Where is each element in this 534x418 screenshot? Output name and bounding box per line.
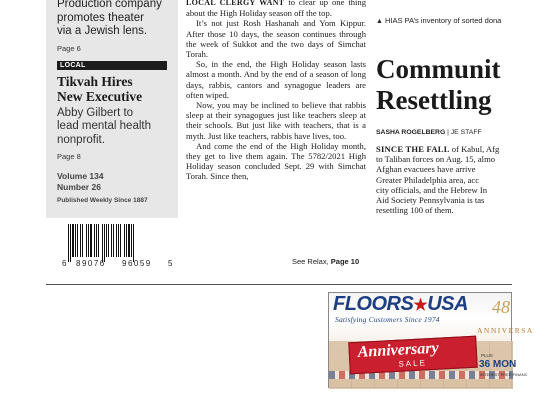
published-weekly-note: Published Weekly Since 1887	[57, 197, 148, 204]
star-icon: ★	[413, 297, 428, 314]
sidebar-teaser-text	[57, 0, 178, 39]
byline-author: SASHA ROGELBERG	[376, 129, 446, 136]
middle-article-body	[186, 0, 366, 182]
ad-brand-logo	[333, 293, 468, 316]
article-paragraph	[186, 0, 366, 18]
article-headline-line: Communit	[376, 54, 501, 84]
article-line: Greater Philadelphia area, acc	[376, 174, 480, 185]
ad-brand-right: USA	[427, 293, 468, 315]
sidebar-subhead-line: Abby Gilbert to	[57, 106, 134, 119]
barcode-bars	[68, 224, 166, 257]
ad-tagline: Satisfying Customers Since 1974	[335, 315, 440, 324]
article-lead-caps: SINCE THE FALL	[376, 144, 450, 154]
sidebar-headline[interactable]	[57, 74, 178, 104]
barcode-right-digit: 5	[168, 259, 173, 268]
right-article-body	[376, 144, 512, 215]
sidebar-subhead	[57, 107, 178, 148]
barcode-group-2: 96059	[122, 259, 152, 268]
article-paragraph: So, in the end, the High Holiday season lasts almost a month. And by the end of a season of long days, rabbis, cantors and synagogue leaders are often wiped.	[186, 59, 366, 100]
sidebar-teaser-line: via a Jewish lens.	[57, 25, 148, 37]
sidebar-headline-line: Tikvah Hires	[57, 73, 133, 89]
sidebar	[46, 0, 178, 218]
ad-sale-subtitle: SALE	[398, 358, 428, 369]
barcode-group-1: 89076	[76, 259, 106, 268]
sidebar-headline-line: New Executive	[57, 88, 143, 104]
sidebar-teaser-line: Production company	[57, 0, 162, 10]
section-divider	[46, 284, 512, 285]
sidebar-subhead-line: nonprofit.	[57, 133, 105, 146]
sidebar-teaser-line: promotes theater	[57, 11, 144, 24]
ad-anniversary-number: 48	[492, 297, 510, 317]
caption-triangle-icon: ▲	[376, 18, 383, 25]
article-line: Afghan evacuees have arrive	[376, 164, 476, 175]
ad-sale-banner	[348, 336, 477, 375]
article-paragraph: And come the end of the High Holiday month, they get to live them again. The 5782/2021 High Holiday season concluded Sept. 29 with Simchat Torah. Since then,	[186, 140, 366, 182]
volume-info	[57, 171, 178, 193]
article-lead-caps: LOCAL CLERGY WANT	[186, 0, 285, 7]
section-tag-local: LOCAL	[57, 61, 167, 70]
ad-plus-label: PLUS	[481, 353, 493, 358]
ad-sale-title: Anniversary	[357, 339, 440, 361]
article-paragraph: Now, you may be inclined to believe that rabbis sleep at their synagogues just like teachers sleep at their schools. But just like with teachers, that is a myth. Just like teachers, rabbis have lives, too.	[186, 100, 366, 141]
article-line: city officials, and the Hebrew In	[376, 184, 488, 195]
photo-caption	[376, 16, 512, 25]
article-line: to Taliban forces on Aug. 15, almo	[376, 154, 496, 165]
article-paragraph: It’s not just Rosh Hashanah and Yom Kippur. After those 10 days, the season continues through the week of Sukkot and the two days of Simchat Torah.	[186, 18, 366, 60]
continued-jump-link[interactable]	[292, 257, 359, 266]
article-line	[376, 144, 512, 154]
photo-caption-text: HIAS PA’s inventory of sorted dona	[385, 16, 502, 25]
ad-financing-months: 36 MON	[479, 359, 517, 370]
barcode-left-digit: 6	[62, 259, 67, 268]
volume-label: Volume 134	[57, 171, 104, 181]
sidebar-subhead-page[interactable]: Page 8	[57, 152, 81, 161]
floors-usa-advertisement[interactable]	[328, 292, 534, 388]
article-byline	[376, 129, 512, 136]
ad-brand-left: FLOORS	[333, 293, 414, 315]
byline-staff: JE STAFF	[450, 129, 482, 136]
jump-text: See Relax,	[292, 257, 329, 266]
article-lead-rest: to clear up one thing about the High Holiday season off the top.	[186, 0, 366, 19]
jump-page: Page 10	[330, 257, 360, 266]
byline-separator: |	[447, 129, 449, 136]
ad-interest-free-note: INTEREST FREE FINANC	[480, 372, 528, 377]
sidebar-teaser-page[interactable]: Page 6	[57, 43, 81, 53]
sidebar-subhead-line: lead mental health	[57, 120, 151, 132]
article-headline-line: Resettling	[376, 85, 492, 115]
article-headline[interactable]	[376, 54, 512, 116]
article-line: Aid Society Pennsylvania is tas	[376, 195, 485, 206]
issue-number-label: Number 26	[57, 182, 101, 192]
article-line-text: of Kabul, Afg	[451, 144, 500, 154]
ad-anniversary-word: ANNIVERSA	[477, 326, 534, 335]
barcode-bar	[134, 224, 135, 257]
barcode	[62, 224, 172, 272]
article-line: resettling 100 of them.	[376, 205, 454, 216]
right-article	[376, 0, 512, 284]
